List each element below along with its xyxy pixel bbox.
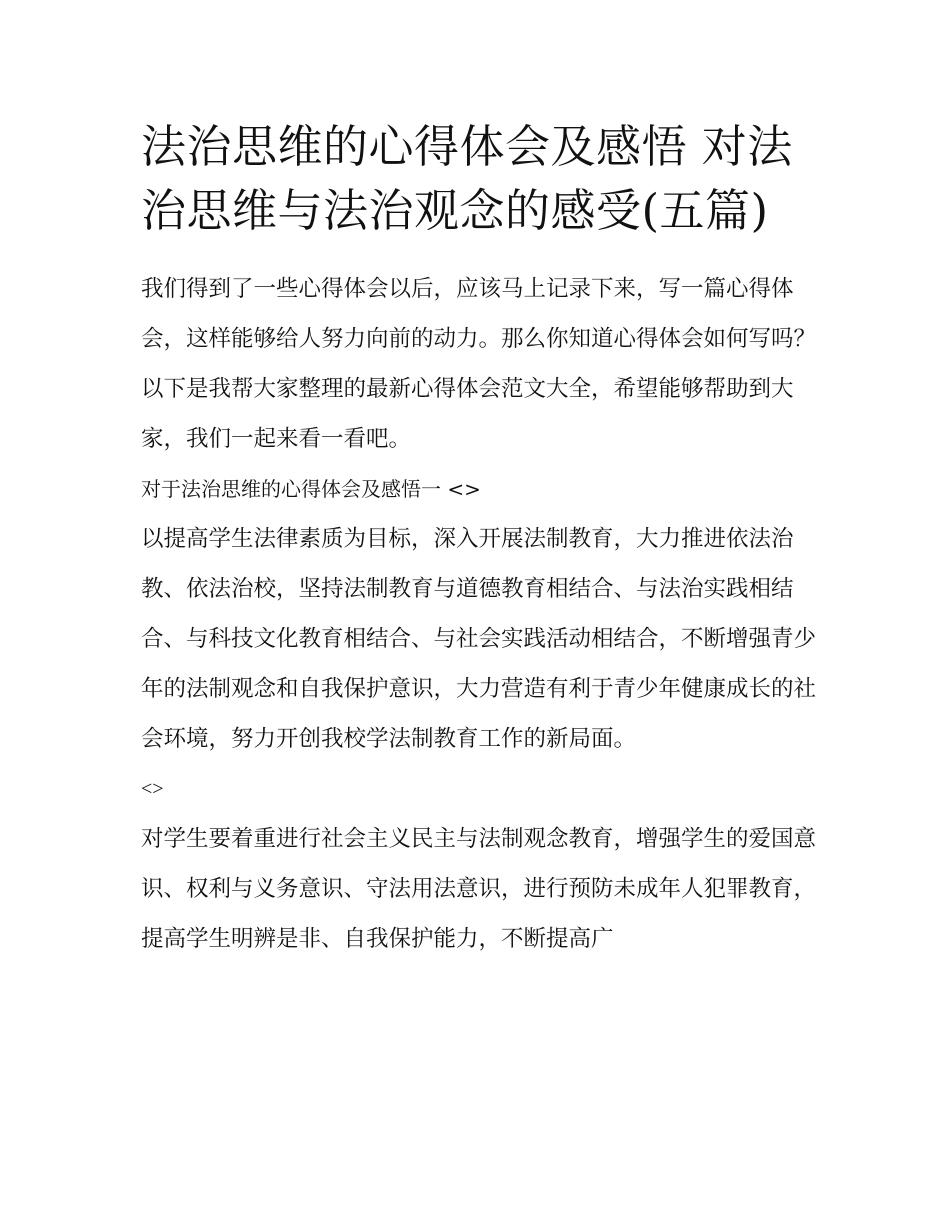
section-marker: <> bbox=[141, 778, 164, 800]
document-title: 法治思维的心得体会及感悟 对法治思维与法治观念的感受(五篇) bbox=[141, 120, 793, 237]
intro-paragraph: 我们得到了一些心得体会以后，应该马上记录下来，写一篇心得体会，这样能够给人努力向前的动力。那么你知道心得体会如何写吗？以下是我帮大家整理的最新心得体会范文大全，希望能够帮助到大家，我们一起来看一看吧。 bbox=[141, 276, 817, 452]
body-paragraph-2: 对学生要着重进行社会主义民主与法制观念教育，增强学生的爱国意识、权利与义务意识、守法用法意识，进行预防未成年人犯罪教育，提高学生明辨是非、自我保护能力，不断提高广 bbox=[141, 826, 817, 952]
document-page bbox=[141, 115, 821, 964]
body-paragraph-1: 以提高学生法律素质为目标，深入开展法制教育，大力推进依法治教、依法治校，坚持法制教育与道德教育相结合、与法治实践相结合、与科技文化教育相结合、与社会实践活动相结合，不断增强青少年的法制观念和自我保护意识，大力营造有利于青少年健康成长的社会环境，努力开创我校学法制教育工作的新局面。 bbox=[141, 526, 817, 752]
section-heading: 对于法治思维的心得体会及感悟一 <> bbox=[141, 477, 481, 501]
